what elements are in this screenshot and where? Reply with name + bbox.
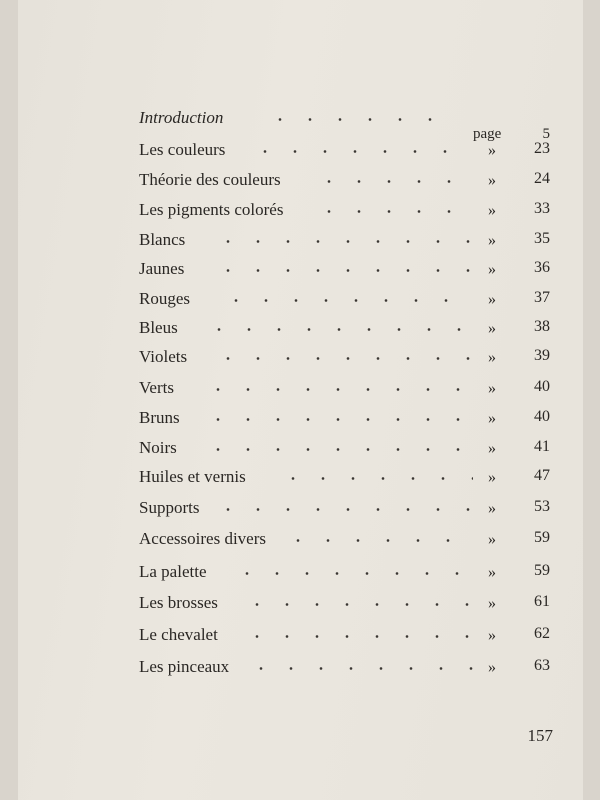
- toc-entry: [18, 230, 583, 256]
- toc-entry-title: Bleus: [139, 318, 178, 337]
- toc-entry: [18, 657, 583, 683]
- dot-leader: [203, 448, 473, 451]
- dot-leader: [246, 667, 473, 670]
- toc-entry-title: Violets: [139, 347, 188, 366]
- toc-entry-page-number: 40: [534, 408, 550, 425]
- toc-entry-page-number: 47: [534, 467, 550, 484]
- toc-entry-page-number: 62: [534, 625, 550, 642]
- toc-entry-title: Les pinceaux: [139, 657, 230, 676]
- dot-leader: [232, 572, 473, 575]
- ditto-mark: »: [488, 627, 496, 644]
- toc-entry: [18, 347, 583, 373]
- toc-entry: [18, 593, 583, 619]
- toc-entry-title: Les pigments colorés: [139, 200, 284, 219]
- dot-leader: [314, 180, 473, 183]
- dot-leader: [204, 328, 473, 331]
- dot-leader: [283, 539, 473, 542]
- ditto-mark: »: [488, 202, 496, 219]
- toc-entry-title: Introduction: [139, 108, 224, 127]
- ditto-mark: »: [488, 659, 496, 676]
- toc-entry-page-number: 33: [534, 200, 550, 217]
- ditto-mark: »: [488, 172, 496, 189]
- dot-leader: [242, 635, 473, 638]
- toc-entry-title: Verts: [139, 378, 174, 397]
- toc-entry-title: Accessoires divers: [139, 529, 266, 548]
- toc-entry-page-number: 61: [534, 593, 550, 610]
- toc-entry-title: Théorie des couleurs: [139, 170, 281, 189]
- ditto-mark: »: [488, 410, 496, 427]
- toc-entry: [18, 200, 583, 226]
- toc-entry-page-number: 59: [534, 529, 550, 546]
- toc-entry-title: Les brosses: [139, 593, 218, 612]
- dot-leader: [203, 388, 473, 391]
- ditto-mark: »: [488, 440, 496, 457]
- ditto-mark: »: [488, 320, 496, 337]
- toc-entry-title: Les couleurs: [139, 140, 226, 159]
- toc-entry: [18, 140, 583, 166]
- toc-entry: [18, 467, 583, 493]
- toc-entry-page-number: 41: [534, 438, 550, 455]
- toc-entry-title: La palette: [139, 562, 207, 581]
- toc-entry: [18, 170, 583, 196]
- ditto-mark: »: [488, 142, 496, 159]
- dot-leader: [265, 118, 448, 121]
- toc-entry: [18, 408, 583, 434]
- dot-leader: [213, 508, 473, 511]
- ditto-mark: »: [488, 531, 496, 548]
- toc-entry-page-number: 24: [534, 170, 550, 187]
- toc-entry: [18, 378, 583, 404]
- ditto-mark: »: [488, 349, 496, 366]
- toc-entry: [18, 438, 583, 464]
- toc-entry-page-number: 37: [534, 289, 550, 306]
- toc-entry-title: Noirs: [139, 438, 177, 457]
- toc-entry-page-number: 23: [534, 140, 550, 157]
- toc-entry-page-number: 40: [534, 378, 550, 395]
- toc-entry: [18, 259, 583, 285]
- dot-leader: [250, 150, 473, 153]
- ditto-mark: »: [488, 595, 496, 612]
- dot-leader: [203, 418, 473, 421]
- ditto-mark: »: [488, 500, 496, 517]
- toc-entry: [18, 289, 583, 315]
- toc-entry-title: Le chevalet: [139, 625, 218, 644]
- toc-entry: [18, 625, 583, 651]
- toc-entry: [18, 529, 583, 555]
- ditto-mark: »: [488, 261, 496, 278]
- toc-entry-title: Jaunes: [139, 259, 185, 278]
- dot-leader: [314, 210, 473, 213]
- toc-entry-title: Blancs: [139, 230, 186, 249]
- toc-first-page-number: 5: [542, 126, 550, 142]
- toc-entry-title: Supports: [139, 498, 200, 517]
- toc-entry: [18, 318, 583, 344]
- book-page: [18, 0, 583, 800]
- ditto-mark: »: [488, 380, 496, 397]
- dot-leader: [278, 477, 473, 480]
- toc-entry-page-number: 36: [534, 259, 550, 276]
- ditto-mark: »: [488, 232, 496, 249]
- ditto-mark: »: [488, 469, 496, 486]
- ditto-mark: »: [488, 291, 496, 308]
- dot-leader: [213, 269, 473, 272]
- toc-entry: [18, 498, 583, 524]
- dot-leader: [213, 357, 473, 360]
- table-of-contents: [18, 0, 583, 800]
- ditto-mark: »: [488, 564, 496, 581]
- toc-entry-page-number: 35: [534, 230, 550, 247]
- toc-entry-page-number: 63: [534, 657, 550, 674]
- toc-entry-title: Bruns: [139, 408, 180, 427]
- toc-entry-page-number: 53: [534, 498, 550, 515]
- page-column-label: page: [473, 126, 502, 142]
- dot-leader: [213, 240, 473, 243]
- dot-leader: [242, 603, 473, 606]
- toc-entry-page-number: 59: [534, 562, 550, 579]
- toc-entry-title: Huiles et vernis: [139, 467, 246, 486]
- toc-entry-page-number: 39: [534, 347, 550, 364]
- toc-entry-title: Rouges: [139, 289, 190, 308]
- toc-entry: [18, 562, 583, 588]
- dot-leader: [221, 299, 473, 302]
- page-number: 157: [527, 726, 553, 745]
- toc-entry-page-number: 38: [534, 318, 550, 335]
- toc-entry: [18, 108, 583, 134]
